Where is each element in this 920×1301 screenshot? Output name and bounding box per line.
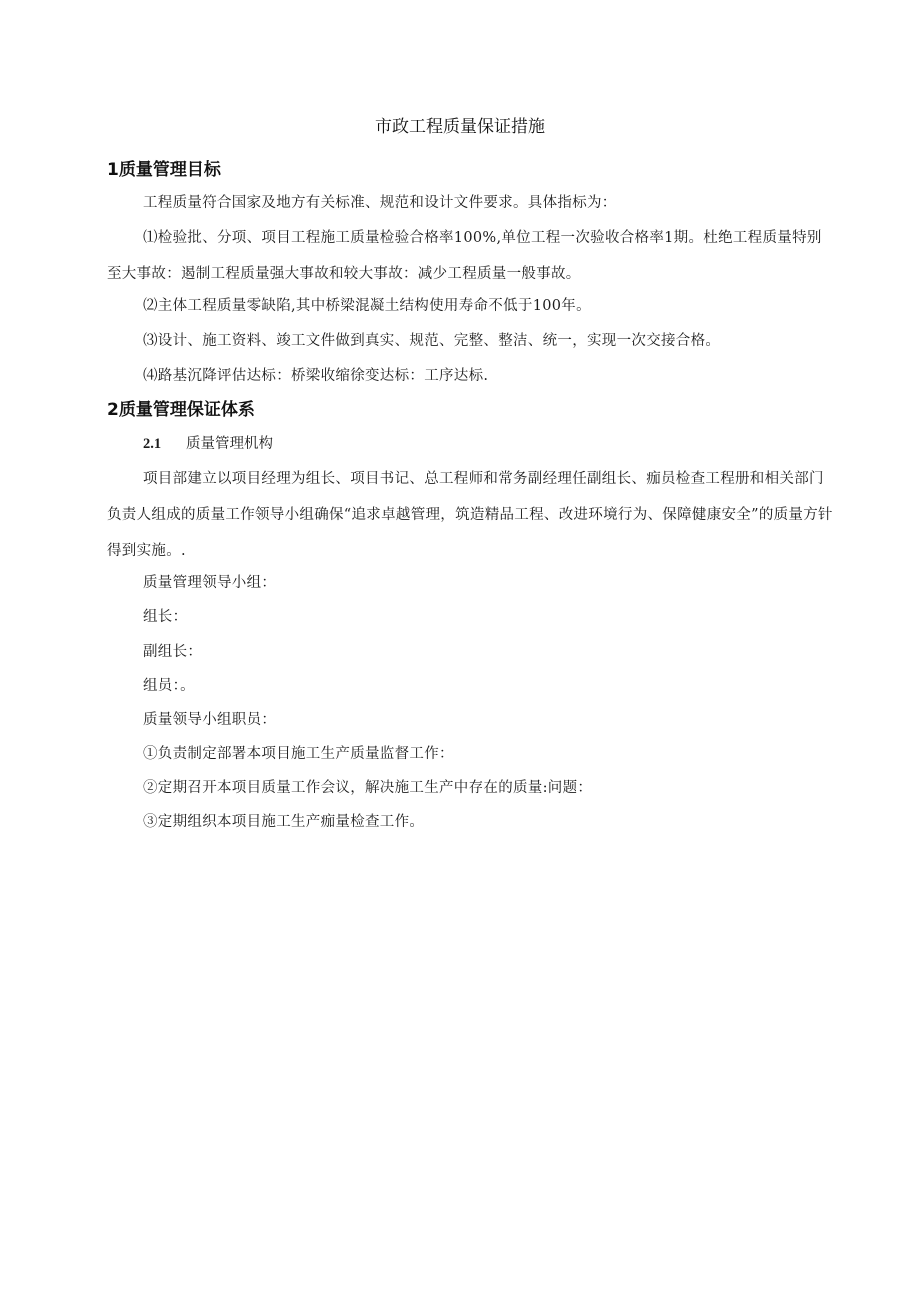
section-1-item-3: ⑶设计、施工资料、竣工文件做到真实、规范、完整、整洁、统一，实现一次交接合格。 (143, 333, 721, 349)
subsection-title: 质量管理机构 (186, 436, 273, 452)
section-1-item-4: ⑷路基沉降评估达标：桥梁收缩徐变达标：工序达标. (143, 368, 489, 384)
subsection-paragraph: 项目部建立以项目经理为组长、项目书记、总工程师和常务副经理任副组长、痂员检查工程册和相关部门负责人组成的质量工作领导小组确保“追求卓越管理，筑造精品工程、改进环境行为、保障健康安全”的质量方针得到实施。. (107, 471, 833, 559)
duty-item-1: ①负责制定部署本项目施工生产质量监督工作： (143, 746, 454, 762)
document-title: 市政工程质量保证措施 (375, 117, 545, 137)
duty-item-2: ②定期召开本项目质量工作会议，解决施工生产中存在的质量:问题： (143, 780, 593, 796)
section-heading-2: 2质量管理保证体系 (107, 400, 255, 420)
section-1-intro: 工程质量符合国家及地方有关标准、规范和设计文件要求。具体指标为： (143, 195, 617, 211)
duties-label: 质量领导小组职员： (143, 712, 277, 728)
subsection-heading (143, 432, 273, 456)
section-1-item-2: ⑵主体工程质量零缺陷,其中桥梁混凝土结构使用寿命不低于100年。 (143, 298, 591, 314)
leader-label: 组长： (143, 609, 188, 625)
members-label: 组员：。 (143, 678, 195, 694)
subsection-number: 2.1 (143, 436, 162, 452)
section-heading-1: 1质量管理目标 (107, 160, 221, 180)
deputy-label: 副组长： (143, 644, 203, 660)
section-1-item-1: ⑴检验批、分项、项目工程施工质量检验合格率100%,单位工程一次验收合格率1期。杜绝工程质量特别至大事故：遏制工程质量强大事故和较大事故：减少工程质量一般事故。 (107, 230, 822, 282)
group-label: 质量管理领导小组： (143, 575, 277, 591)
duty-item-3: ③定期组织本项目施工生产痂量检查工作。 (143, 814, 425, 830)
